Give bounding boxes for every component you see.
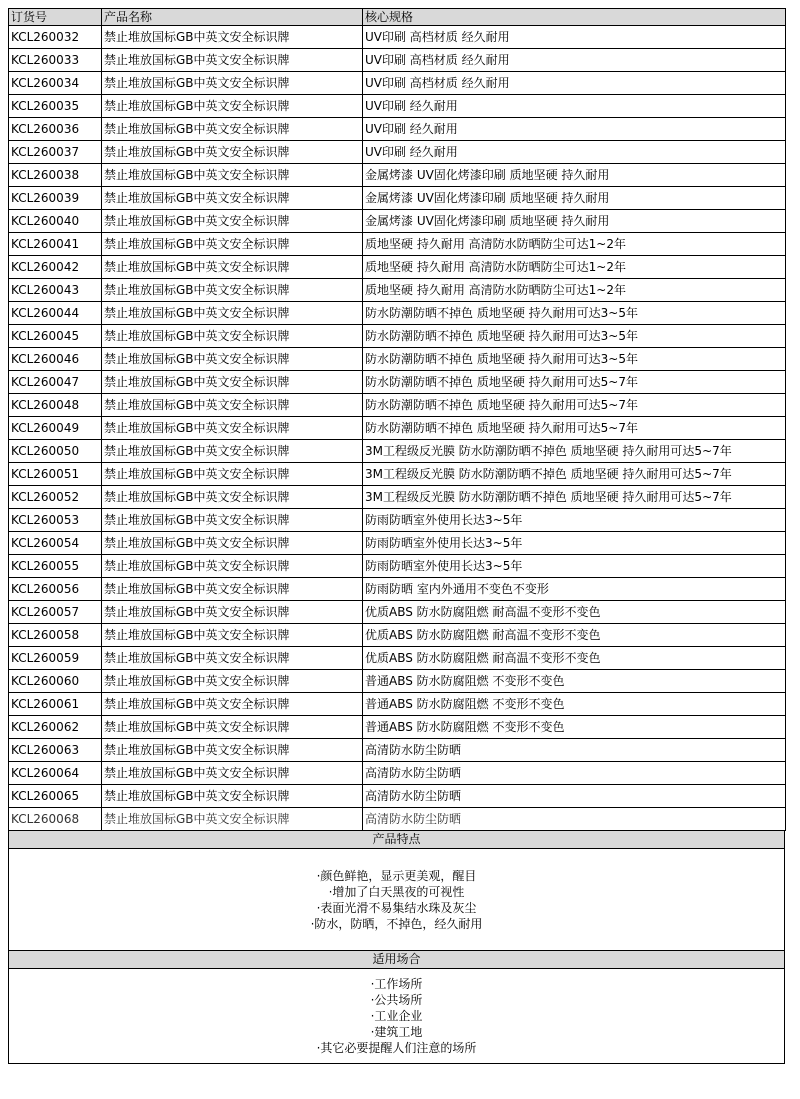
product-name-cell: 禁止堆放国标GB中英文安全标识牌 [102, 417, 363, 440]
order-number-cell: KCL260038 [9, 164, 102, 187]
order-number-cell: KCL260048 [9, 394, 102, 417]
order-number-cell: KCL260041 [9, 233, 102, 256]
table-row [9, 325, 786, 348]
core-spec-cell: 防水防潮防晒不掉色 质地坚硬 持久耐用可达3~5年 [363, 325, 786, 348]
order-number-cell: KCL260059 [9, 647, 102, 670]
order-number-cell: KCL260063 [9, 739, 102, 762]
core-spec-cell: UV印刷 经久耐用 [363, 118, 786, 141]
scenes-list [8, 969, 785, 1064]
features-list [8, 849, 785, 951]
product-name-cell: 禁止堆放国标GB中英文安全标识牌 [102, 624, 363, 647]
core-spec-cell: 防雨防晒室外使用长达3~5年 [363, 555, 786, 578]
table-row [9, 693, 786, 716]
core-spec-cell: 3M工程级反光膜 防水防潮防晒不掉色 质地坚硬 持久耐用可达5~7年 [363, 463, 786, 486]
order-number-cell: KCL260040 [9, 210, 102, 233]
order-number-cell: KCL260037 [9, 141, 102, 164]
table-row [9, 26, 786, 49]
table-row [9, 187, 786, 210]
table-row [9, 440, 786, 463]
product-name-cell: 禁止堆放国标GB中英文安全标识牌 [102, 325, 363, 348]
product-name-cell: 禁止堆放国标GB中英文安全标识牌 [102, 486, 363, 509]
features-heading: 产品特点 [8, 831, 785, 849]
product-name-cell: 禁止堆放国标GB中英文安全标识牌 [102, 463, 363, 486]
product-name-cell: 禁止堆放国标GB中英文安全标识牌 [102, 302, 363, 325]
table-row [9, 509, 786, 532]
table-row [9, 808, 786, 831]
core-spec-cell: 金属烤漆 UV固化烤漆印刷 质地坚硬 持久耐用 [363, 164, 786, 187]
core-spec-cell: 高清防水防尘防晒 [363, 762, 786, 785]
product-name-cell: 禁止堆放国标GB中英文安全标识牌 [102, 279, 363, 302]
core-spec-cell: 防水防潮防晒不掉色 质地坚硬 持久耐用可达5~7年 [363, 371, 786, 394]
product-name-cell: 禁止堆放国标GB中英文安全标识牌 [102, 716, 363, 739]
product-name-cell: 禁止堆放国标GB中英文安全标识牌 [102, 601, 363, 624]
order-number-cell: KCL260053 [9, 509, 102, 532]
table-row [9, 578, 786, 601]
order-number-cell: KCL260044 [9, 302, 102, 325]
order-number-cell: KCL260056 [9, 578, 102, 601]
table-row [9, 210, 786, 233]
order-number-cell: KCL260057 [9, 601, 102, 624]
product-name-cell: 禁止堆放国标GB中英文安全标识牌 [102, 578, 363, 601]
core-spec-cell: 金属烤漆 UV固化烤漆印刷 质地坚硬 持久耐用 [363, 210, 786, 233]
table-row [9, 601, 786, 624]
core-spec-cell: 普通ABS 防水防腐阻燃 不变形不变色 [363, 716, 786, 739]
scenes-item: ·其它必要提醒人们注意的场所 [316, 1041, 477, 1055]
table-row [9, 141, 786, 164]
order-number-cell: KCL260036 [9, 118, 102, 141]
spec-table-body [9, 9, 786, 831]
order-number-cell: KCL260050 [9, 440, 102, 463]
product-name-cell: 禁止堆放国标GB中英文安全标识牌 [102, 394, 363, 417]
table-row [9, 348, 786, 371]
table-row [9, 118, 786, 141]
table-row [9, 233, 786, 256]
core-spec-cell: UV印刷 经久耐用 [363, 141, 786, 164]
core-spec-cell: 质地坚硬 持久耐用 高清防水防晒防尘可达1~2年 [363, 279, 786, 302]
product-name-cell: 禁止堆放国标GB中英文安全标识牌 [102, 72, 363, 95]
order-number-cell: KCL260051 [9, 463, 102, 486]
features-item: ·防水，防晒，不掉色，经久耐用 [310, 916, 483, 931]
product-name-cell: 禁止堆放国标GB中英文安全标识牌 [102, 440, 363, 463]
product-name-cell: 禁止堆放国标GB中英文安全标识牌 [102, 26, 363, 49]
product-name-cell: 禁止堆放国标GB中英文安全标识牌 [102, 532, 363, 555]
order-number-cell: KCL260062 [9, 716, 102, 739]
table-row [9, 785, 786, 808]
table-row [9, 394, 786, 417]
order-number-cell: KCL260065 [9, 785, 102, 808]
core-spec-cell: 优质ABS 防水防腐阻燃 耐高温不变形不变色 [363, 647, 786, 670]
core-spec-cell: 高清防水防尘防晒 [363, 808, 786, 831]
product-name-cell: 禁止堆放国标GB中英文安全标识牌 [102, 555, 363, 578]
core-spec-cell: 防水防潮防晒不掉色 质地坚硬 持久耐用可达3~5年 [363, 348, 786, 371]
core-spec-cell: 防雨防晒室外使用长达3~5年 [363, 509, 786, 532]
order-number-cell: KCL260043 [9, 279, 102, 302]
order-number-cell: KCL260058 [9, 624, 102, 647]
core-spec-cell: UV印刷 高档材质 经久耐用 [363, 72, 786, 95]
order-number-cell: KCL260064 [9, 762, 102, 785]
product-name-cell: 禁止堆放国标GB中英文安全标识牌 [102, 256, 363, 279]
product-name-cell: 禁止堆放国标GB中英文安全标识牌 [102, 808, 363, 831]
product-name-cell: 禁止堆放国标GB中英文安全标识牌 [102, 647, 363, 670]
table-row [9, 532, 786, 555]
order-number-cell: KCL260039 [9, 187, 102, 210]
table-row [9, 417, 786, 440]
core-spec-cell: 防雨防晒室外使用长达3~5年 [363, 532, 786, 555]
scenes-heading: 适用场合 [8, 951, 785, 969]
core-spec-cell: 普通ABS 防水防腐阻燃 不变形不变色 [363, 693, 786, 716]
table-row [9, 716, 786, 739]
features-item: ·增加了白天黑夜的可视性 [328, 884, 465, 899]
scenes-item: ·工作场所 [370, 977, 423, 991]
product-name-cell: 禁止堆放国标GB中英文安全标识牌 [102, 693, 363, 716]
features-item: ·表面光滑不易集结水珠及灰尘 [316, 900, 477, 915]
header-core-spec: 核心规格 [363, 9, 786, 26]
product-name-cell: 禁止堆放国标GB中英文安全标识牌 [102, 95, 363, 118]
table-row [9, 371, 786, 394]
product-name-cell: 禁止堆放国标GB中英文安全标识牌 [102, 739, 363, 762]
table-row [9, 486, 786, 509]
order-number-cell: KCL260060 [9, 670, 102, 693]
table-row [9, 279, 786, 302]
core-spec-cell: 防水防潮防晒不掉色 质地坚硬 持久耐用可达5~7年 [363, 417, 786, 440]
table-row [9, 72, 786, 95]
table-row [9, 647, 786, 670]
core-spec-cell: 3M工程级反光膜 防水防潮防晒不掉色 质地坚硬 持久耐用可达5~7年 [363, 440, 786, 463]
order-number-cell: KCL260055 [9, 555, 102, 578]
header-product-name: 产品名称 [102, 9, 363, 26]
table-row [9, 624, 786, 647]
scenes-item: ·工业企业 [370, 1009, 423, 1023]
features-item: ·颜色鲜艳，显示更美观，醒目 [316, 868, 477, 883]
core-spec-cell: 防水防潮防晒不掉色 质地坚硬 持久耐用可达5~7年 [363, 394, 786, 417]
table-row [9, 670, 786, 693]
core-spec-cell: 3M工程级反光膜 防水防潮防晒不掉色 质地坚硬 持久耐用可达5~7年 [363, 486, 786, 509]
scenes-item: ·公共场所 [370, 993, 423, 1007]
product-name-cell: 禁止堆放国标GB中英文安全标识牌 [102, 670, 363, 693]
core-spec-cell: 普通ABS 防水防腐阻燃 不变形不变色 [363, 670, 786, 693]
order-number-cell: KCL260032 [9, 26, 102, 49]
table-row [9, 95, 786, 118]
core-spec-cell: 金属烤漆 UV固化烤漆印刷 质地坚硬 持久耐用 [363, 187, 786, 210]
order-number-cell: KCL260034 [9, 72, 102, 95]
order-number-cell: KCL260068 [9, 808, 102, 831]
table-row [9, 463, 786, 486]
table-header-row [9, 9, 786, 26]
core-spec-cell: 优质ABS 防水防腐阻燃 耐高温不变形不变色 [363, 624, 786, 647]
spec-table [8, 8, 786, 831]
header-order-number: 订货号 [9, 9, 102, 26]
core-spec-cell: 质地坚硬 持久耐用 高清防水防晒防尘可达1~2年 [363, 256, 786, 279]
order-number-cell: KCL260049 [9, 417, 102, 440]
table-row [9, 302, 786, 325]
order-number-cell: KCL260033 [9, 49, 102, 72]
product-name-cell: 禁止堆放国标GB中英文安全标识牌 [102, 164, 363, 187]
table-row [9, 555, 786, 578]
core-spec-cell: 防雨防晒 室内外通用不变色不变形 [363, 578, 786, 601]
product-name-cell: 禁止堆放国标GB中英文安全标识牌 [102, 348, 363, 371]
scenes-item: ·建筑工地 [370, 1025, 423, 1039]
core-spec-cell: 优质ABS 防水防腐阻燃 耐高温不变形不变色 [363, 601, 786, 624]
product-name-cell: 禁止堆放国标GB中英文安全标识牌 [102, 785, 363, 808]
table-row [9, 49, 786, 72]
core-spec-cell: UV印刷 高档材质 经久耐用 [363, 26, 786, 49]
order-number-cell: KCL260045 [9, 325, 102, 348]
core-spec-cell: 防水防潮防晒不掉色 质地坚硬 持久耐用可达3~5年 [363, 302, 786, 325]
table-row [9, 164, 786, 187]
order-number-cell: KCL260046 [9, 348, 102, 371]
order-number-cell: KCL260042 [9, 256, 102, 279]
product-name-cell: 禁止堆放国标GB中英文安全标识牌 [102, 762, 363, 785]
core-spec-cell: 高清防水防尘防晒 [363, 739, 786, 762]
product-name-cell: 禁止堆放国标GB中英文安全标识牌 [102, 371, 363, 394]
table-row [9, 256, 786, 279]
table-row [9, 762, 786, 785]
core-spec-cell: 高清防水防尘防晒 [363, 785, 786, 808]
order-number-cell: KCL260047 [9, 371, 102, 394]
product-name-cell: 禁止堆放国标GB中英文安全标识牌 [102, 141, 363, 164]
core-spec-cell: UV印刷 经久耐用 [363, 95, 786, 118]
core-spec-cell: UV印刷 高档材质 经久耐用 [363, 49, 786, 72]
product-name-cell: 禁止堆放国标GB中英文安全标识牌 [102, 509, 363, 532]
spec-sheet [8, 8, 785, 1064]
product-name-cell: 禁止堆放国标GB中英文安全标识牌 [102, 233, 363, 256]
product-name-cell: 禁止堆放国标GB中英文安全标识牌 [102, 49, 363, 72]
order-number-cell: KCL260052 [9, 486, 102, 509]
order-number-cell: KCL260061 [9, 693, 102, 716]
product-name-cell: 禁止堆放国标GB中英文安全标识牌 [102, 118, 363, 141]
product-name-cell: 禁止堆放国标GB中英文安全标识牌 [102, 187, 363, 210]
order-number-cell: KCL260054 [9, 532, 102, 555]
core-spec-cell: 质地坚硬 持久耐用 高清防水防晒防尘可达1~2年 [363, 233, 786, 256]
table-row [9, 739, 786, 762]
order-number-cell: KCL260035 [9, 95, 102, 118]
product-name-cell: 禁止堆放国标GB中英文安全标识牌 [102, 210, 363, 233]
